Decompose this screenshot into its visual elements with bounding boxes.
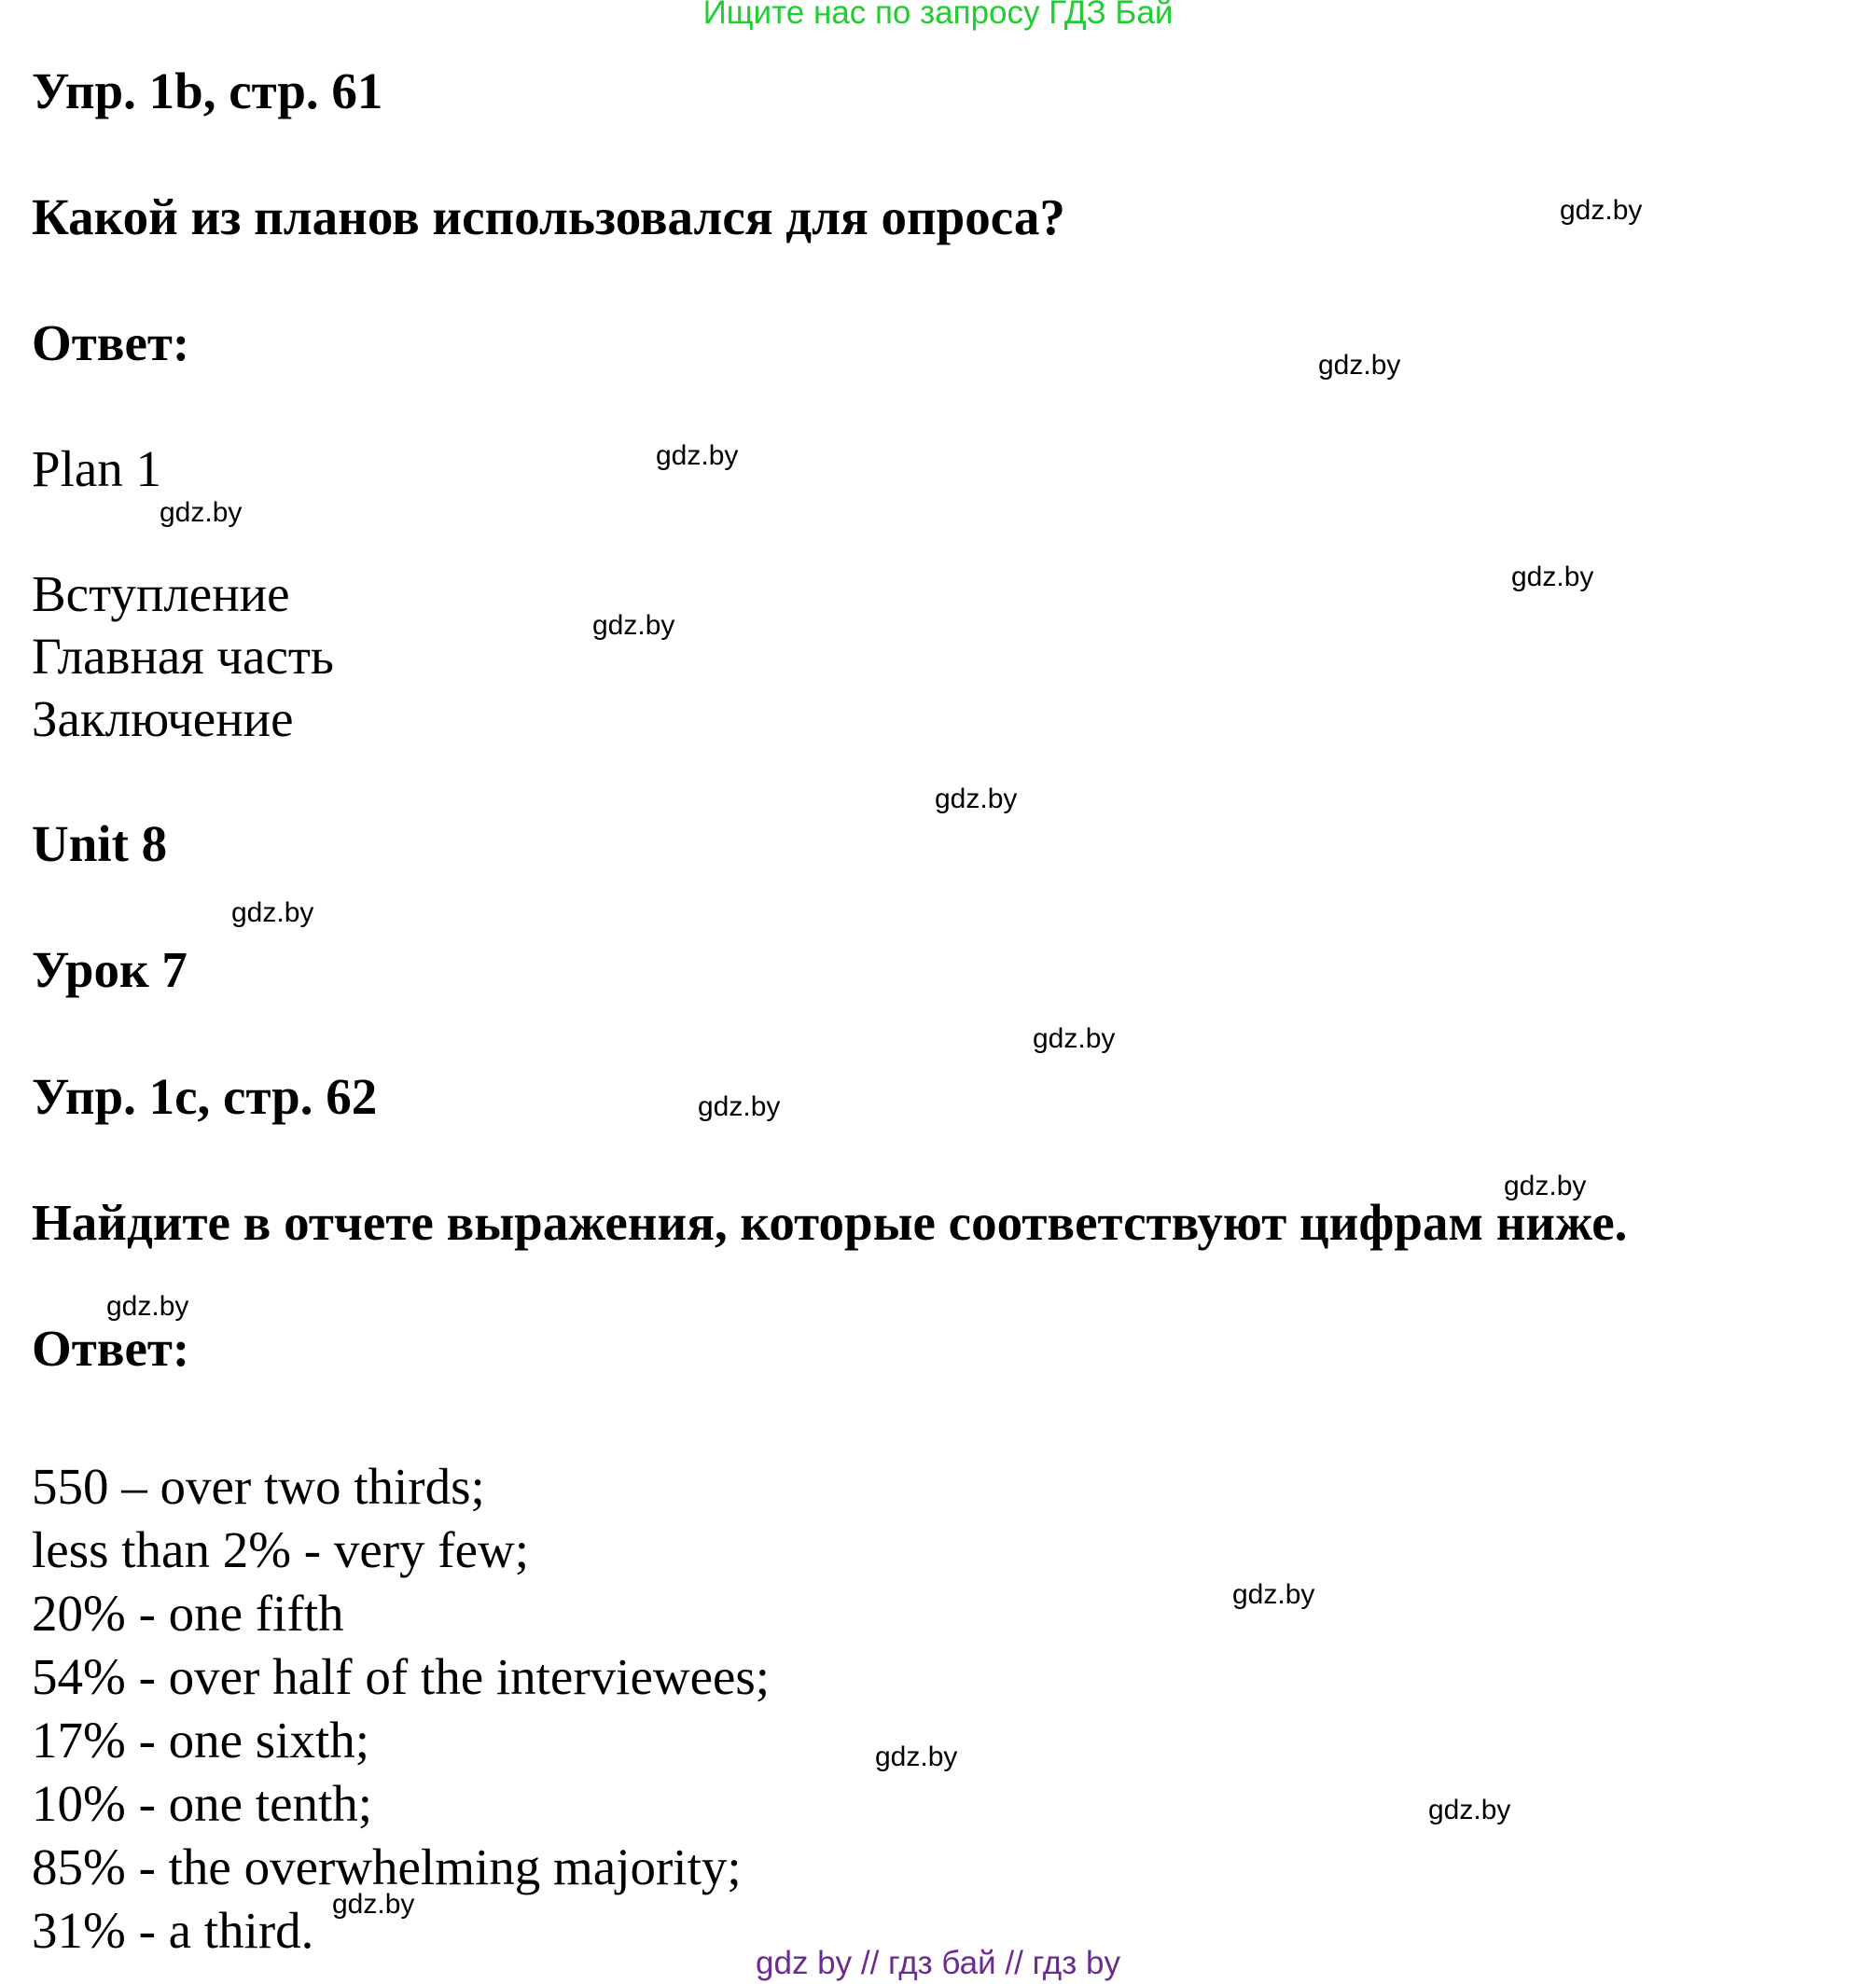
watermark: gdz.by xyxy=(1428,1795,1511,1825)
exercise-1b-question: Какой из планов использовался для опроса? xyxy=(32,188,1065,245)
search-prompt-link[interactable]: Ищите нас по запросу ГДЗ Бай xyxy=(702,0,1174,31)
list-item: 17% - one sixth; xyxy=(32,1712,370,1769)
list-item: 85% - the overwhelming majority; xyxy=(32,1838,742,1895)
watermark: gdz.by xyxy=(875,1741,958,1772)
watermark: gdz.by xyxy=(656,440,739,471)
answer-list xyxy=(32,1455,770,1963)
watermark: gdz.by xyxy=(231,897,314,928)
exercise-1b-answer-label: Ответ: xyxy=(32,314,190,371)
watermark: gdz.by xyxy=(1232,1579,1315,1610)
watermark: gdz.by xyxy=(332,1889,415,1920)
unit-heading: Unit 8 xyxy=(32,815,168,872)
list-item: 31% - a third. xyxy=(32,1902,314,1959)
list-item: 54% - over half of the interviewees; xyxy=(32,1648,771,1705)
watermark: gdz.by xyxy=(1318,350,1401,381)
lesson-heading: Урок 7 xyxy=(32,941,188,998)
exercise-1b-title: Упр. 1b, стр. 61 xyxy=(32,62,383,119)
exercise-1c-answer-label: Ответ: xyxy=(32,1320,190,1377)
plan-item-conclusion: Заключение xyxy=(32,690,294,747)
watermark: gdz.by xyxy=(698,1091,781,1122)
list-item: less than 2% - very few; xyxy=(32,1521,530,1578)
watermark: gdz.by xyxy=(160,497,243,528)
list-item: 20% - one fifth xyxy=(32,1585,344,1642)
watermark: gdz.by xyxy=(592,610,675,641)
plan-name: Plan 1 xyxy=(32,440,162,497)
watermark: gdz.by xyxy=(106,1291,189,1322)
plan-item-main: Главная часть xyxy=(32,628,334,685)
footer-links[interactable]: gdz by // гдз бай // гдз by xyxy=(756,1945,1120,1981)
exercise-1c-question: Найдите в отчете выражения, которые соответствуют цифрам ниже. xyxy=(32,1194,1628,1251)
list-item: 10% - one tenth; xyxy=(32,1775,373,1832)
watermark: gdz.by xyxy=(1560,195,1643,226)
plan-item-intro: Вступление xyxy=(32,565,290,622)
watermark: gdz.by xyxy=(1504,1171,1587,1201)
watermark: gdz.by xyxy=(1033,1023,1116,1054)
list-item: 550 – over two thirds; xyxy=(32,1458,485,1515)
exercise-1c-title: Упр. 1c, стр. 62 xyxy=(32,1068,378,1125)
watermark: gdz.by xyxy=(1511,562,1594,592)
watermark: gdz.by xyxy=(935,784,1018,814)
